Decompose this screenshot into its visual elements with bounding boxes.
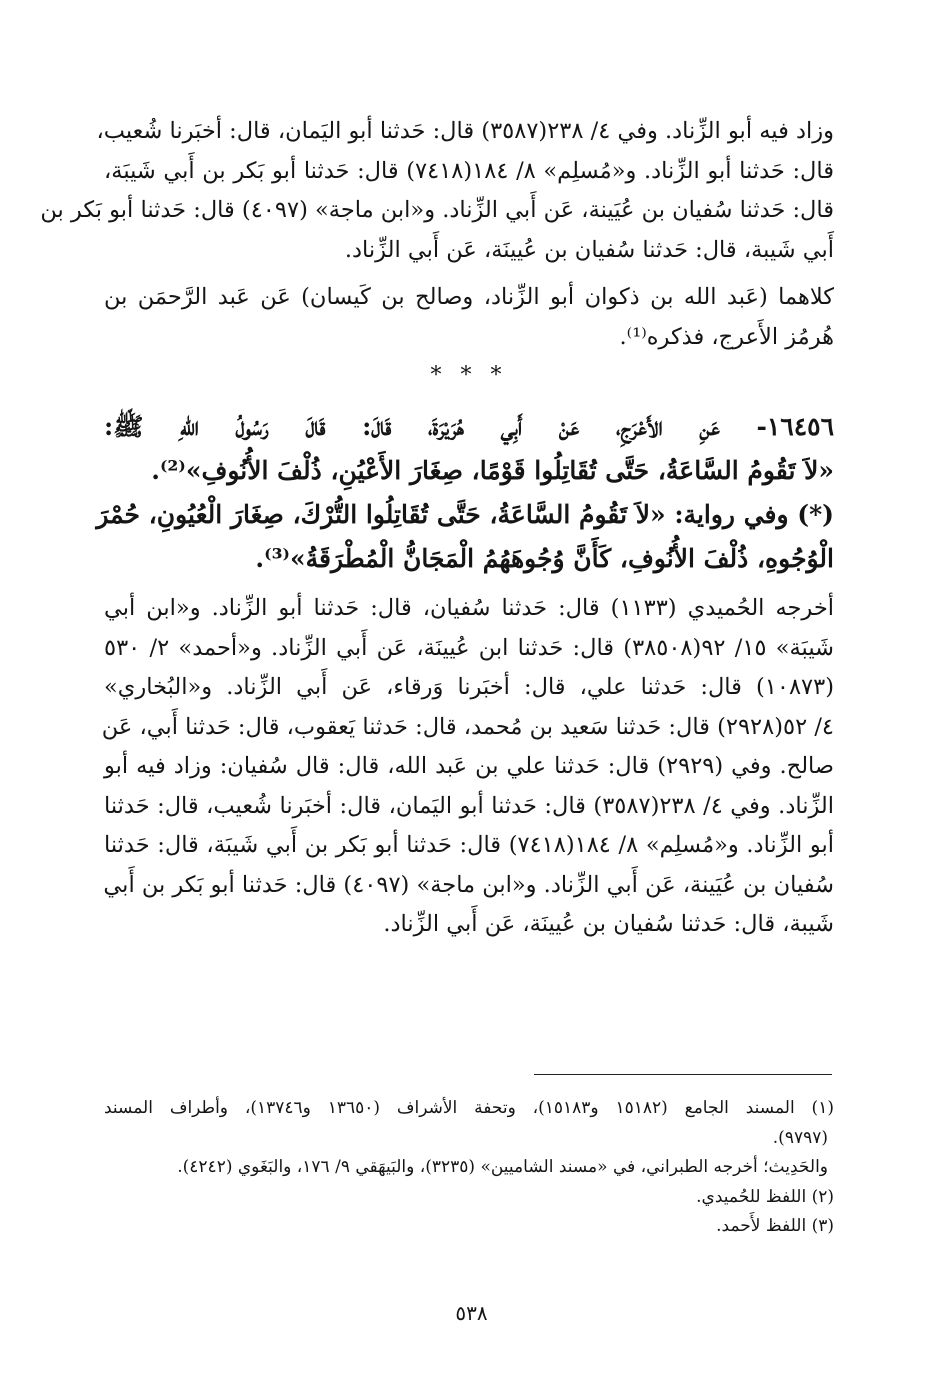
footnote-divider: [534, 1074, 832, 1075]
hadith-line: ١٦٤٥٦- عَنِ الأَعْرَجِ، عَنْ أَبِي هُرَيْرَةَ، قَالَ: قَالَ رَسُولُ اللهِ ﷺ:: [104, 412, 834, 441]
text-line: هُرمُز الأَعرج، فذكره⁽¹⁾.: [619, 323, 834, 350]
text-line: أبو الزِّناد. و«مُسلِم» ٨/ ١٨٤(٧٤١٨) قال: حَدثنا أبو بَكر بن أَبي شَيبَة، قال: حَدثنا: [104, 832, 834, 858]
text-line: (١٠٨٧٣) قال: حَدثنا علي، قال: أخبَرنا وَرقاء، عَن أَبي الزِّناد. و«البُخاري»: [104, 674, 834, 700]
text-line: ٤/ ٥٢(٢٩٢٨) قال: حَدثنا سَعيد بن مُحمد، قال: حَدثنا يَعقوب، قال: حَدثنا أَبي، عَن: [101, 713, 834, 740]
main-text: [40, 112, 835, 945]
footnote-1-cont: (٩٧٩٧).: [772, 1127, 828, 1148]
text-line: قال: حَدثنا سُفيان بن عُيَينة، عَن أَبي الزِّناد. و«ابن ماجة» (٤٠٩٧) قال: حَدثنا أبو بَكر بن: [40, 197, 834, 223]
text-line: شَيبَة» ١٥/ ٩٢(٣٨٥٠٨) قال: حَدثنا ابن عُيينَة، عَن أَبي الزِّناد. و«أحمد» ٢/ ٥٣٠: [104, 634, 834, 661]
footnote-1-extra: والحَدِيث؛ أخرجه الطبراني، في «مسند الشاميين» (٣٢٣٥)، والبَيهَقي ٩/ ١٧٦، والبَغَوي (٤٢٤٢).: [177, 1157, 828, 1177]
text-line: وزاد فيه أبو الزِّناد. وفي ٤/ ٢٣٨(٣٥٨٧) قال: حَدثنا أبو اليَمان، قال: أخبَرنا شُعيب،: [96, 118, 834, 144]
text-line: سُفيان بن عُيَينة، عَن أَبي الزِّناد. و«ابن ماجة» (٤٠٩٧) قال: حَدثنا أبو بَكر بن أَبي: [103, 871, 834, 898]
page-number: ٥٣٨: [455, 1301, 488, 1325]
hadith-line: «لاَ تَقُومُ السَّاعَةُ، حَتَّى تُقَاتِلُوا قَوْمًا، صِغَارَ الأَعْيُنِ، ذُلْفَ الأُنُوفِ»⁽²⁾.: [151, 456, 834, 485]
riwaya-text: [96, 493, 834, 581]
text-line: أخرجه الحُميدي (١١٣٣) قال: حَدثنا سُفيان، قال: حَدثنا أبو الزِّناد. و«ابن أبي: [104, 595, 834, 621]
paragraph-summary: [104, 278, 834, 357]
text-line: شَيبة، قال: حَدثنا سُفيان بن عُيينَة، عَن أَبي الزِّناد.: [383, 911, 834, 937]
footnote-2: (٢) اللفظ للحُميدي.: [696, 1186, 834, 1207]
riwaya-line: (*) وفي رواية: «لاَ تَقُومُ السَّاعَةُ، حَتَّى تُقَاتِلُوا التُّرْكَ، صِغَارَ الْعُيُونِ، حُمْرَ: [96, 500, 834, 529]
text-line: كلاهما (عَبد الله بن ذكوان أبو الزِّناد، وصالح بن كَيسان) عَن عَبد الرَّحمَن بن: [104, 284, 834, 310]
hadith-text: [104, 405, 834, 493]
paragraph-takhrij: [101, 589, 835, 945]
footnotes: [104, 1094, 834, 1242]
paragraph-continuation: [40, 112, 834, 270]
footnote-3: (٣) اللفظ لأَحمد.: [716, 1216, 834, 1236]
footnote-1: (١) المسند الجامع (١٥١٨٢ و١٥١٨٣)، وتحفة الأشراف (١٣٦٥٠ و١٣٧٤٦)، وأطراف المسند: [104, 1098, 834, 1118]
section-separator: * * *: [430, 363, 508, 388]
text-line: الزِّناد. وفي ٤/ ٢٣٨(٣٥٨٧) قال: حَدثنا أبو اليَمان، قال: أخبَرنا شُعيب، قال: حَدثنا: [104, 792, 834, 819]
text-line: قال: حَدثنا أبو الزِّناد. و«مُسلِم» ٨/ ١٨٤(٧٤١٨) قال: حَدثنا أبو بَكر بن أَبي شَيبَة،: [104, 157, 834, 184]
riwaya-line: الْوُجُوهِ، ذُلْفَ الأُنُوفِ، كَأَنَّ وُجُوهَهُمُ الْمَجَانُّ الْمُطْرَقَةُ»⁽³⁾.: [255, 544, 834, 573]
text-line: صالح. وفي (٢٩٢٩) قال: حَدثنا علي بن عَبد الله، قال: قال سُفيان: وزاد فيه أبو: [104, 753, 835, 779]
text-line: أَبي شَيبة، قال: حَدثنا سُفيان بن عُيينَة، عَن أَبي الزِّناد.: [344, 236, 834, 263]
